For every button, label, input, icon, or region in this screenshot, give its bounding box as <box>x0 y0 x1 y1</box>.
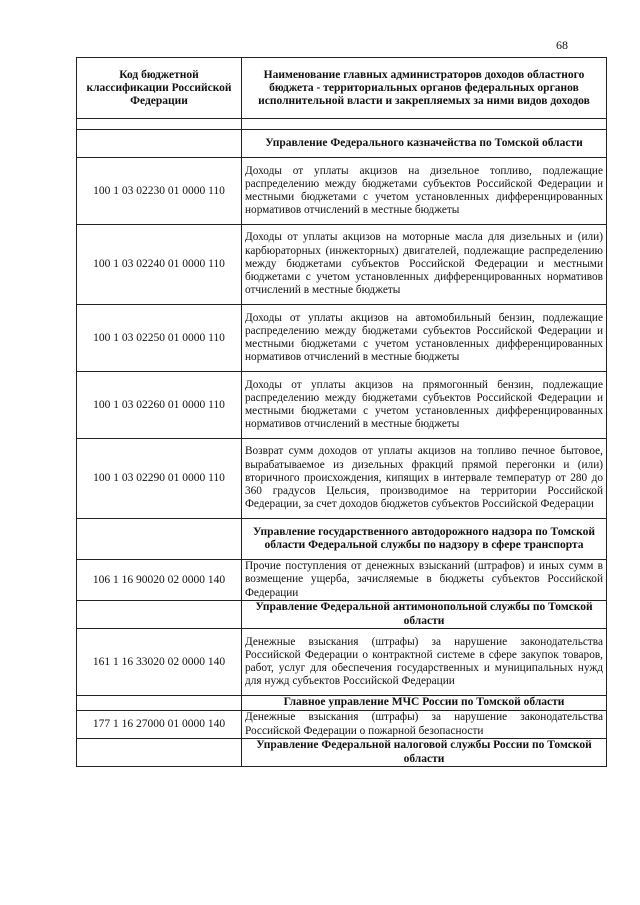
section-code-empty <box>77 130 242 158</box>
section-title: Управление Федерального казначейства по Томской области <box>242 130 607 158</box>
budget-classification-table <box>76 57 607 767</box>
table-row <box>77 439 607 519</box>
budget-code: 100 1 03 02250 01 0000 110 <box>77 305 242 372</box>
budget-code: 100 1 03 02230 01 0000 110 <box>77 158 242 225</box>
section-header-row <box>77 519 607 560</box>
table-row <box>77 158 607 225</box>
page-number: 68 <box>556 38 568 52</box>
table-header-row <box>77 58 607 119</box>
table-row <box>77 372 607 439</box>
section-header-row <box>77 696 607 711</box>
section-code-empty <box>77 601 242 629</box>
table-row <box>77 629 607 696</box>
table-row <box>77 305 607 372</box>
table-row <box>77 225 607 305</box>
revenue-description: Доходы от уплаты акцизов на дизельное топливо, подлежащие распределению между бюджетами субъектов Российской Федерации и местными бюджетами с учетом установленных дифференцированных нормативов отчислений в местные бюджеты <box>242 158 607 225</box>
section-title: Управление Федеральной антимонопольной службы по Томской области <box>242 601 607 629</box>
revenue-description: Доходы от уплаты акцизов на прямогонный бензин, подлежащие распределению между бюджетами субъектов Российской Федерации и местными бюджетами с учетом установленных дифференцированных нормативов отчислений в местные бюджеты <box>242 372 607 439</box>
table-body <box>77 119 607 767</box>
budget-code: 106 1 16 90020 02 0000 140 <box>77 560 242 601</box>
spacer-row <box>77 119 607 130</box>
header-name-column: Наименование главных администраторов доходов областного бюджета - территориальных органов федеральных органов исполнительной власти и закрепляемых за ними видов доходов <box>242 58 607 119</box>
section-header-row <box>77 601 607 629</box>
section-header-row <box>77 739 607 767</box>
spacer-cell <box>77 119 242 130</box>
table-row <box>77 560 607 601</box>
budget-code: 161 1 16 33020 02 0000 140 <box>77 629 242 696</box>
spacer-cell <box>242 119 607 130</box>
section-title: Управление государственного автодорожного надзора по Томской области Федеральной службы по надзору в сфере транспорта <box>242 519 607 560</box>
revenue-description: Доходы от уплаты акцизов на моторные масла для дизельных и (или) карбюраторных (инжекторных) двигателей, подлежащие распределению между бюджетами субъектов Российской Федерации и местными бюджетами с учетом установленных дифференцированных нормативов отчислений в местные бюджеты <box>242 225 607 305</box>
section-code-empty <box>77 739 242 767</box>
revenue-description: Денежные взыскания (штрафы) за нарушение законодательства Российской Федерации о пожарной безопасности <box>242 711 607 739</box>
revenue-description: Доходы от уплаты акцизов на автомобильный бензин, подлежащие распределению между бюджетами субъектов Российской Федерации и местными бюджетами с учетом установленных дифференцированных нормативов отчислений в местные бюджеты <box>242 305 607 372</box>
section-code-empty <box>77 696 242 711</box>
budget-code: 100 1 03 02240 01 0000 110 <box>77 225 242 305</box>
budget-code: 100 1 03 02260 01 0000 110 <box>77 372 242 439</box>
revenue-description: Возврат сумм доходов от уплаты акцизов на топливо печное бытовое, вырабатываемое из дизельных фракций прямой перегонки и (или) вторичного происхождения, кипящих в интервале температур от 280 до 360 градусов Цельсия, производимое на территории Российской Федерации, за счет доходов бюджетов субъектов Российской Федерации <box>242 439 607 519</box>
budget-code: 177 1 16 27000 01 0000 140 <box>77 711 242 739</box>
section-title: Главное управление МЧС России по Томской области <box>242 696 607 711</box>
revenue-description: Прочие поступления от денежных взысканий (штрафов) и иных сумм в возмещение ущерба, зачисляемые в бюджеты субъектов Российской Федерации <box>242 560 607 601</box>
revenue-description: Денежные взыскания (штрафы) за нарушение законодательства Российской Федерации о контрактной системе в сфере закупок товаров, работ, услуг для обеспечения государственных и муниципальных нужд для нужд субъектов Российской Федерации <box>242 629 607 696</box>
section-header-row <box>77 130 607 158</box>
section-code-empty <box>77 519 242 560</box>
header-code-column: Код бюджетной классификации Российской Федерации <box>77 58 242 119</box>
table-row <box>77 711 607 739</box>
section-title: Управление Федеральной налоговой службы России по Томской области <box>242 739 607 767</box>
budget-code: 100 1 03 02290 01 0000 110 <box>77 439 242 519</box>
